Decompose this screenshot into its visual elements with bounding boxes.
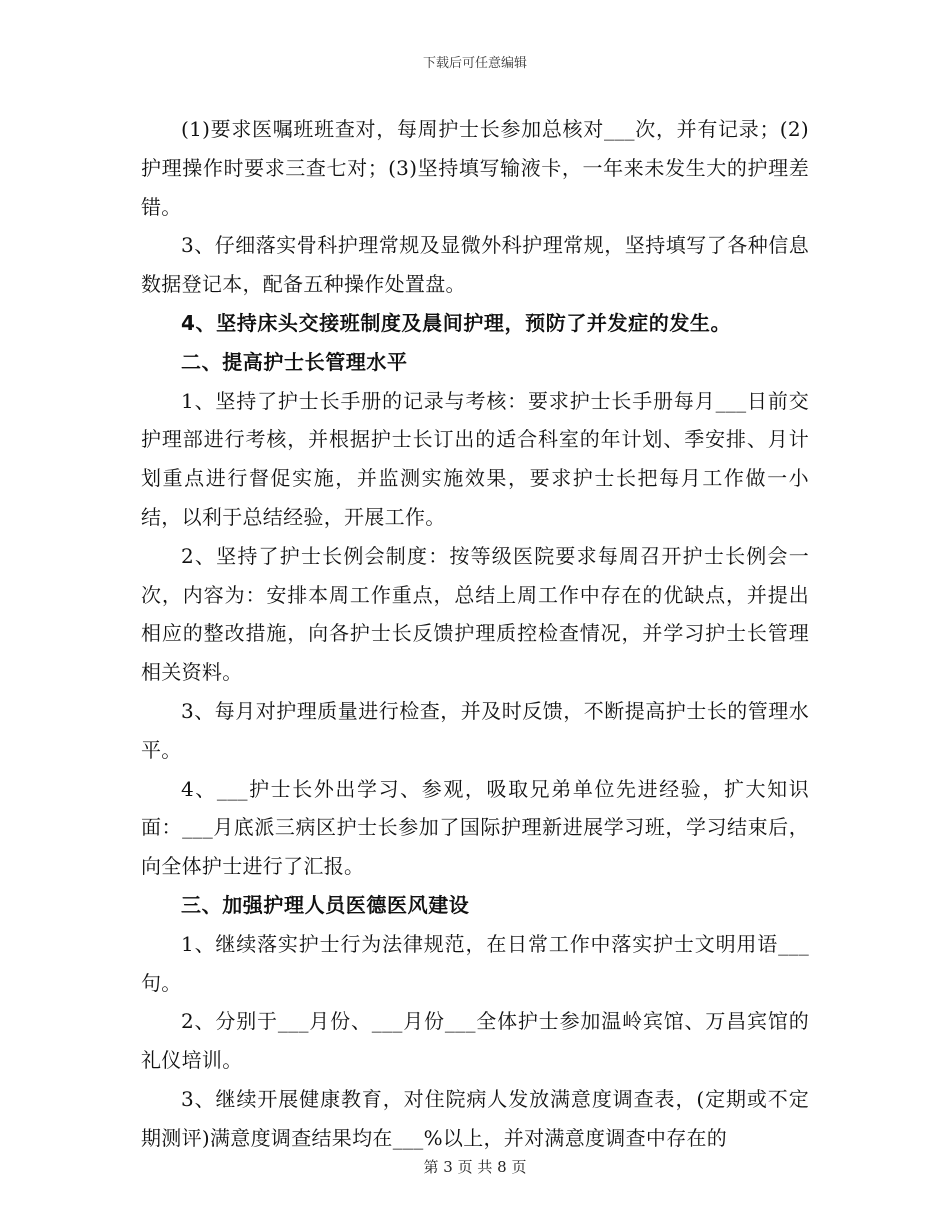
paragraph-2: 3、仔细落实骨科护理常规及显微外科护理常规，坚持填写了各种信息数据登记本，配备五种操作处置盘。 <box>141 233 809 297</box>
paragraph-8: 4、___护士长外出学习、参观，吸取兄弟单位先进经验，扩大知识面：___月底派三病区护士长参加了国际护理新进展学习班，学习结束后，向全体护士进行了汇报。 <box>141 776 809 879</box>
section-heading-3: 三、加强护理人员医德医风建设 <box>181 892 470 917</box>
document-body <box>141 110 809 1158</box>
page-header: 下载后可任意编辑 <box>422 56 527 71</box>
paragraph-1: (1)要求医嘱班班查对，每周护士长参加总核对___次，并有记录；(2)护理操作时要求三查七对；(3)坚持填写输液卡，一年来未发生大的护理差错。 <box>141 117 809 219</box>
paragraph-10: 1、继续落实护士行为法律规范，在日常工作中落实护士文明用语___句。 <box>141 931 809 995</box>
paragraph-7: 3、每月对护理质量进行检查，并及时反馈，不断提高护士长的管理水平。 <box>141 698 809 762</box>
paragraph-5: 1、坚持了护士长手册的记录与考核：要求护士长手册每月___日前交护理部进行考核，并根据护士长订出的适合科室的年计划、季安排、月计划重点进行督促实施，并监测实施效果，要求护士长把每月工作做一小结，以利于总结经验，开展工作。 <box>141 388 809 529</box>
section-heading-2: 二、提高护士长管理水平 <box>181 349 408 374</box>
paragraph-12: 3、继续开展健康教育，对住院病人发放满意度调查表，(定期或不定期测评)满意度调查结果均在___%以上，并对满意度调查中存在的 <box>141 1086 809 1150</box>
page-footer: 第 3 页 共 8 页 <box>423 1158 527 1176</box>
paragraph-3-bold: 4、坚持床头交接班制度及晨间护理，预防了并发症的发生。 <box>181 310 732 335</box>
paragraph-11: 2、分别于___月份、___月份___全体护士参加温岭宾馆、万昌宾馆的礼仪培训。 <box>141 1009 809 1073</box>
paragraph-6: 2、坚持了护士长例会制度：按等级医院要求每周召开护士长例会一次，内容为：安排本周工作重点，总结上周工作中存在的优缺点，并提出相应的整改措施，向各护士长反馈护理质控检查情况，并学习护士长管理相关资料。 <box>141 543 809 685</box>
